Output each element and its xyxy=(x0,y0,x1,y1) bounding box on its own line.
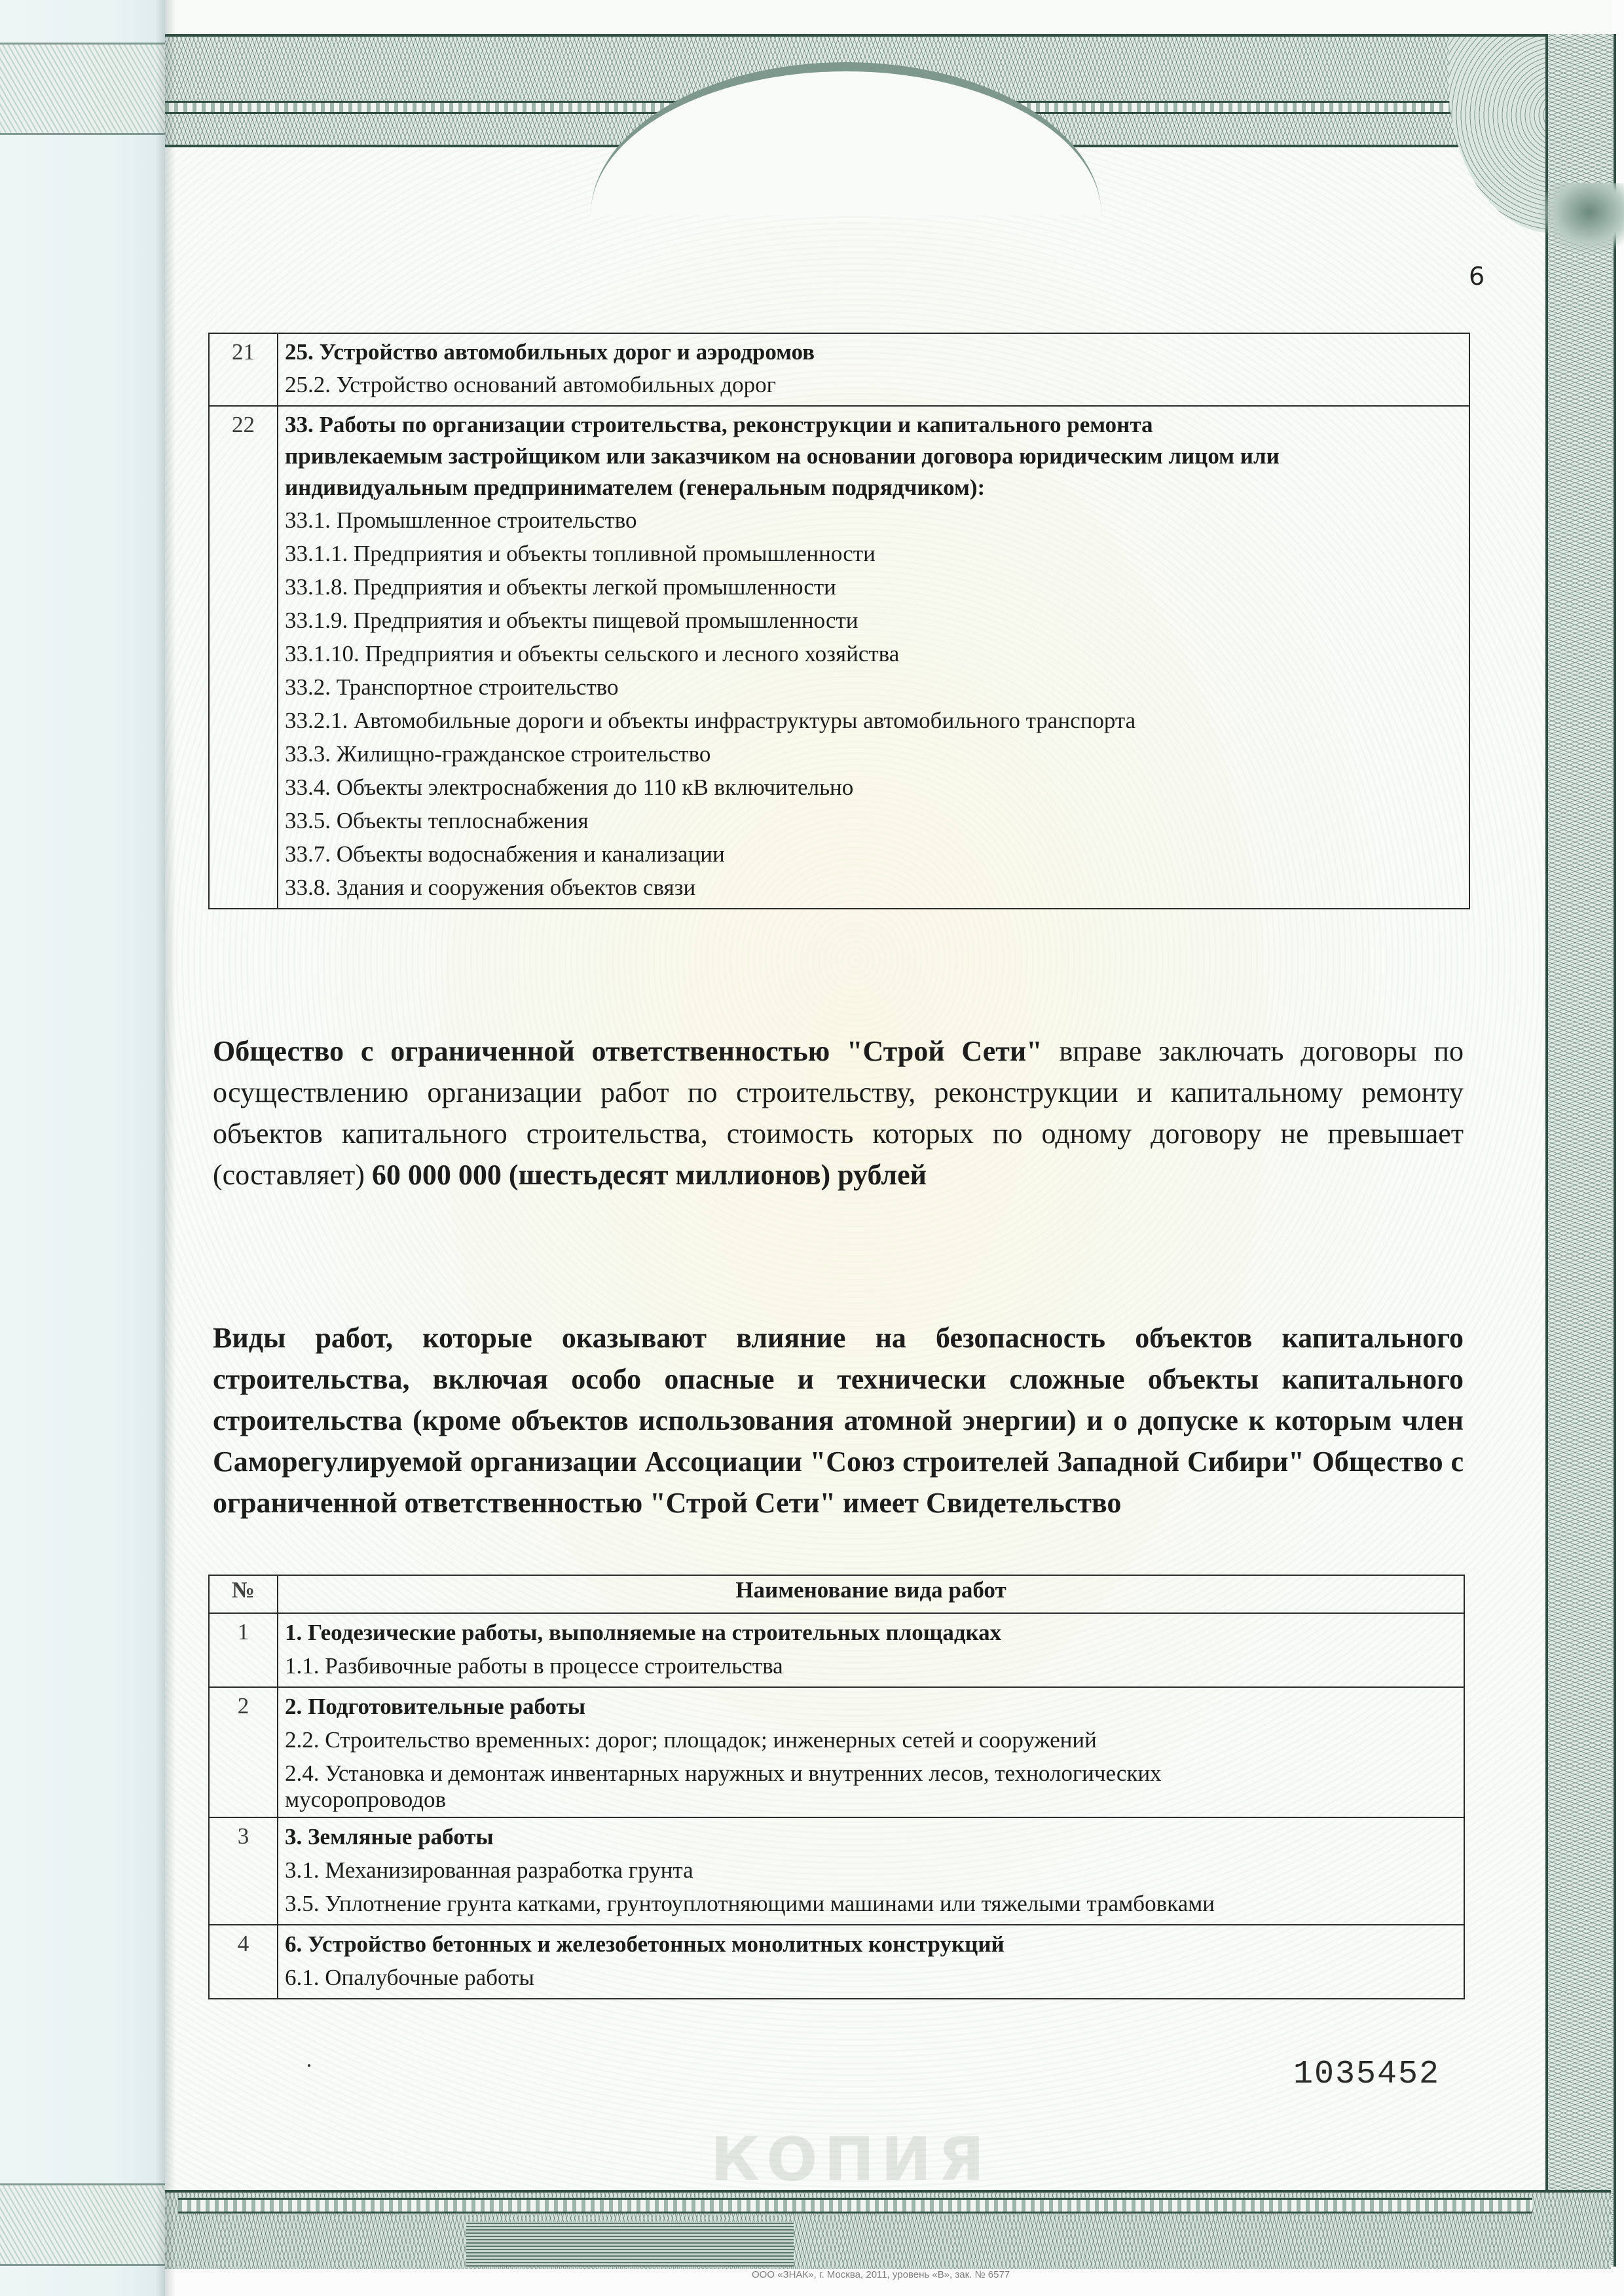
book-binding-shadow xyxy=(156,0,175,2296)
work-subitem: 33.4. Объекты электроснабжения до 110 кВ включительно xyxy=(285,774,854,800)
row-content xyxy=(278,333,1469,406)
contract-limit-statement xyxy=(213,1030,1464,1195)
work-type-title-line: индивидуальным предпринимателем (генеральным подрядчиком): xyxy=(285,475,986,500)
row-content xyxy=(278,1817,1464,1925)
work-subitem: 33.8. Здания и сооружения объектов связи xyxy=(285,875,696,900)
contract-amount: 60 000 000 (шестьдесят миллионов) рублей xyxy=(371,1159,927,1191)
work-subitem: 25.2. Устройство оснований автомобильных дорог xyxy=(285,372,776,397)
guilloche-panel xyxy=(466,2222,794,2267)
table-row xyxy=(209,1613,1464,1687)
serial-number: 1035452 xyxy=(1293,2056,1441,2093)
row-number: 2 xyxy=(209,1687,278,1817)
table-row xyxy=(209,333,1469,406)
work-subitem: 33.3. Жилищно-гражданское строительство xyxy=(285,741,711,767)
adjacent-page-top-border xyxy=(0,43,165,135)
adjacent-page xyxy=(0,0,165,2296)
border-rule xyxy=(178,2198,1532,2214)
work-subitem: 33.1.10. Предприятия и объекты сельского и лесного хозяйства xyxy=(285,641,900,666)
statement-text: вправе заключать договоры по осуществлению организации работ по строительству, реконструкции и капитальному ремонту объектов капитального строительства, стоимость которых по одному договору не превышает (составляет) xyxy=(213,1035,1464,1191)
company-name: Общество с ограниченной ответственностью "Строй Сети" xyxy=(213,1035,1043,1067)
ornamental-right-column xyxy=(1545,34,1616,2267)
work-subitem: 33.5. Объекты теплоснабжения xyxy=(285,808,589,833)
work-subitem: 33.1.1. Предприятия и объекты топливной промышленности xyxy=(285,541,876,566)
table-row xyxy=(209,406,1469,909)
column-header-work-name: Наименование вида работ xyxy=(278,1575,1464,1613)
work-subitem: 1.1. Разбивочные работы в процессе строительства xyxy=(285,1653,783,1679)
row-number: 21 xyxy=(209,333,278,406)
work-type-title: 2. Подготовительные работы xyxy=(285,1694,586,1719)
work-subitem: 33.7. Объекты водоснабжения и канализации xyxy=(285,841,725,867)
row-number: 22 xyxy=(209,406,278,909)
row-number: 3 xyxy=(209,1817,278,1925)
table-row xyxy=(209,1687,1464,1817)
table-header-row xyxy=(209,1575,1464,1613)
work-type-title-line: 33. Работы по организации строительства, реконструкции и капитального ремонта xyxy=(285,412,1153,437)
work-subitem: 2.2. Строительство временных: дорог; площадок; инженерных сетей и сооружений xyxy=(285,1727,1097,1753)
work-subitem: 6.1. Опалубочные работы xyxy=(285,1965,534,1990)
work-type-title: 6. Устройство бетонных и железобетонных монолитных конструкций xyxy=(285,1931,1005,1957)
work-subitem: 3.1. Механизированная разработка грунта xyxy=(285,1857,693,1883)
ornamental-bottom-border xyxy=(165,2190,1611,2272)
row-content xyxy=(278,406,1469,909)
work-type-title: 25. Устройство автомобильных дорог и аэродромов xyxy=(285,339,815,365)
column-capital-ornament-icon xyxy=(1540,183,1624,255)
work-subitem: 3.5. Уплотнение грунта катками, грунтоуплотняющими машинами или тяжелыми трамбовками xyxy=(285,1891,1215,1916)
copy-watermark: КОПИЯ xyxy=(710,2124,991,2195)
work-type-title-line: привлекаемым застройщиком или заказчиком на основании договора юридическим лицом или xyxy=(285,443,1280,469)
row-content xyxy=(278,1687,1464,1817)
row-number: 1 xyxy=(209,1613,278,1687)
works-table-continued xyxy=(208,333,1470,909)
work-subitem: 33.1.9. Предприятия и объекты пищевой промышленности xyxy=(285,608,858,633)
work-type-title: 1. Геодезические работы, выполняемые на строительных площадках xyxy=(285,1620,1002,1645)
works-table xyxy=(208,1575,1465,1999)
work-subitem: 33.2. Транспортное строительство xyxy=(285,674,619,700)
work-subitem: 33.1. Промышленное строительство xyxy=(285,507,637,533)
section-heading: Виды работ, которые оказывают влияние на безопасность объектов капитального строительства, включая особо опасные и технически сложные объекты капитального строительства (кроме объектов использования атомной энергии) и о допуске к которым член Саморегулируемой организации Ассоциации "Союз строителей Западной Сибири" Общество с ограниченной ответственностью "Строй Сети" имеет Свидетельство xyxy=(213,1322,1464,1519)
work-subitem: 2.4. Установка и демонтаж инвентарных наружных и внутренних лесов, технологических мусоропроводов xyxy=(285,1760,1162,1812)
work-subitem: 33.1.8. Предприятия и объекты легкой промышленности xyxy=(285,574,836,600)
adjacent-page-bottom-border xyxy=(0,2183,165,2266)
table-row xyxy=(209,1925,1464,1999)
work-type-title: 3. Земляные работы xyxy=(285,1824,494,1850)
row-content xyxy=(278,1925,1464,1999)
printer-imprint: ООО «ЗНАК», г. Москва, 2011, уровень «В», зак. № 6577 xyxy=(752,2269,1010,2280)
column-header-number: № xyxy=(209,1575,278,1613)
page-number: 6 xyxy=(1469,262,1485,291)
table-row xyxy=(209,1817,1464,1925)
ink-dot xyxy=(308,2064,310,2067)
row-content xyxy=(278,1613,1464,1687)
row-number: 4 xyxy=(209,1925,278,1999)
work-subitem: 33.2.1. Автомобильные дороги и объекты инфраструктуры автомобильного транспорта xyxy=(285,708,1136,733)
